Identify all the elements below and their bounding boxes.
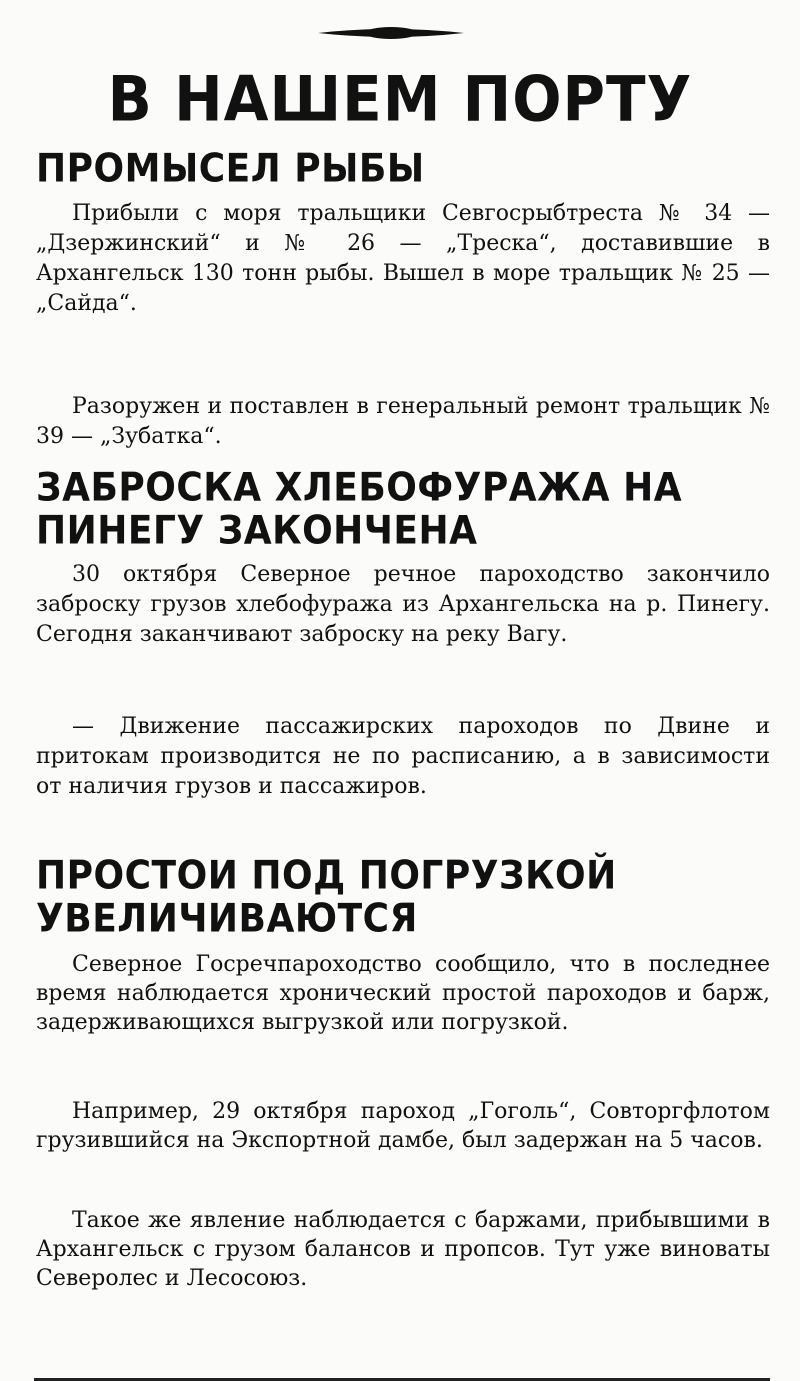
article-grain-delivery-paragraph-1: 30 октября Северное речное пароходство закончило заброску грузов хлебофуража из Архангельска на р. Пинегу. Сегодня заканчивают заброску на реку Вагу. — [36, 562, 770, 647]
article-heading-fishing: ПРОМЫСЕЛ РЫБЫ — [36, 146, 425, 192]
article-heading-grain-delivery: ЗАБРОСКА ХЛЕБОФУРАЖА НА ПИНЕГУ ЗАКОНЧЕНА — [36, 465, 683, 554]
article-fishing-paragraph-1: Прибыли с моря тральщики Севгосрыбтреста № 34 — „Дзержинский“ и № 26 — „Треска“, доставившие в Архангельск 130 тонн рыбы. Вышел в море тральщик № 25 — „Сайда“. — [36, 201, 770, 316]
page-title: В НАШЕМ ПОРТУ — [107, 62, 693, 136]
article-heading-idle-loading: ПРОСТОИ ПОД ПОГРУЗКОЙ УВЕЛИЧИВАЮТСЯ — [36, 853, 617, 942]
article-idle-loading-paragraph-1: Северное Госречпароходство сообщило, что в последнее время наблюдается хронический простой пароходов и барж, задерживающихся выгрузкой или погрузкой. — [36, 952, 770, 1035]
article-idle-loading-paragraph-3: Такое же явление наблюдается с баржами, прибывшими в Архангельск с грузом балансов и пропсов. Тут уже виноваты Северолес и Лесосоюз. — [36, 1208, 770, 1291]
ornament-divider-icon — [318, 22, 464, 44]
article-grain-delivery-paragraph-2: — Движение пассажирских пароходов по Двине и притокам производится не по расписанию, а в зависимости от наличия грузов и пассажиров. — [36, 714, 770, 799]
article-idle-loading-paragraph-2: Например, 29 октября пароход „Гоголь“, Совторгфлотом грузившийся на Экспортной дамбе, был задержан на 5 часов. — [36, 1099, 770, 1153]
article-fishing-paragraph-2: Разоружен и поставлен в генеральный ремонт тральщик № 39 — „Зубатка“. — [36, 394, 770, 449]
